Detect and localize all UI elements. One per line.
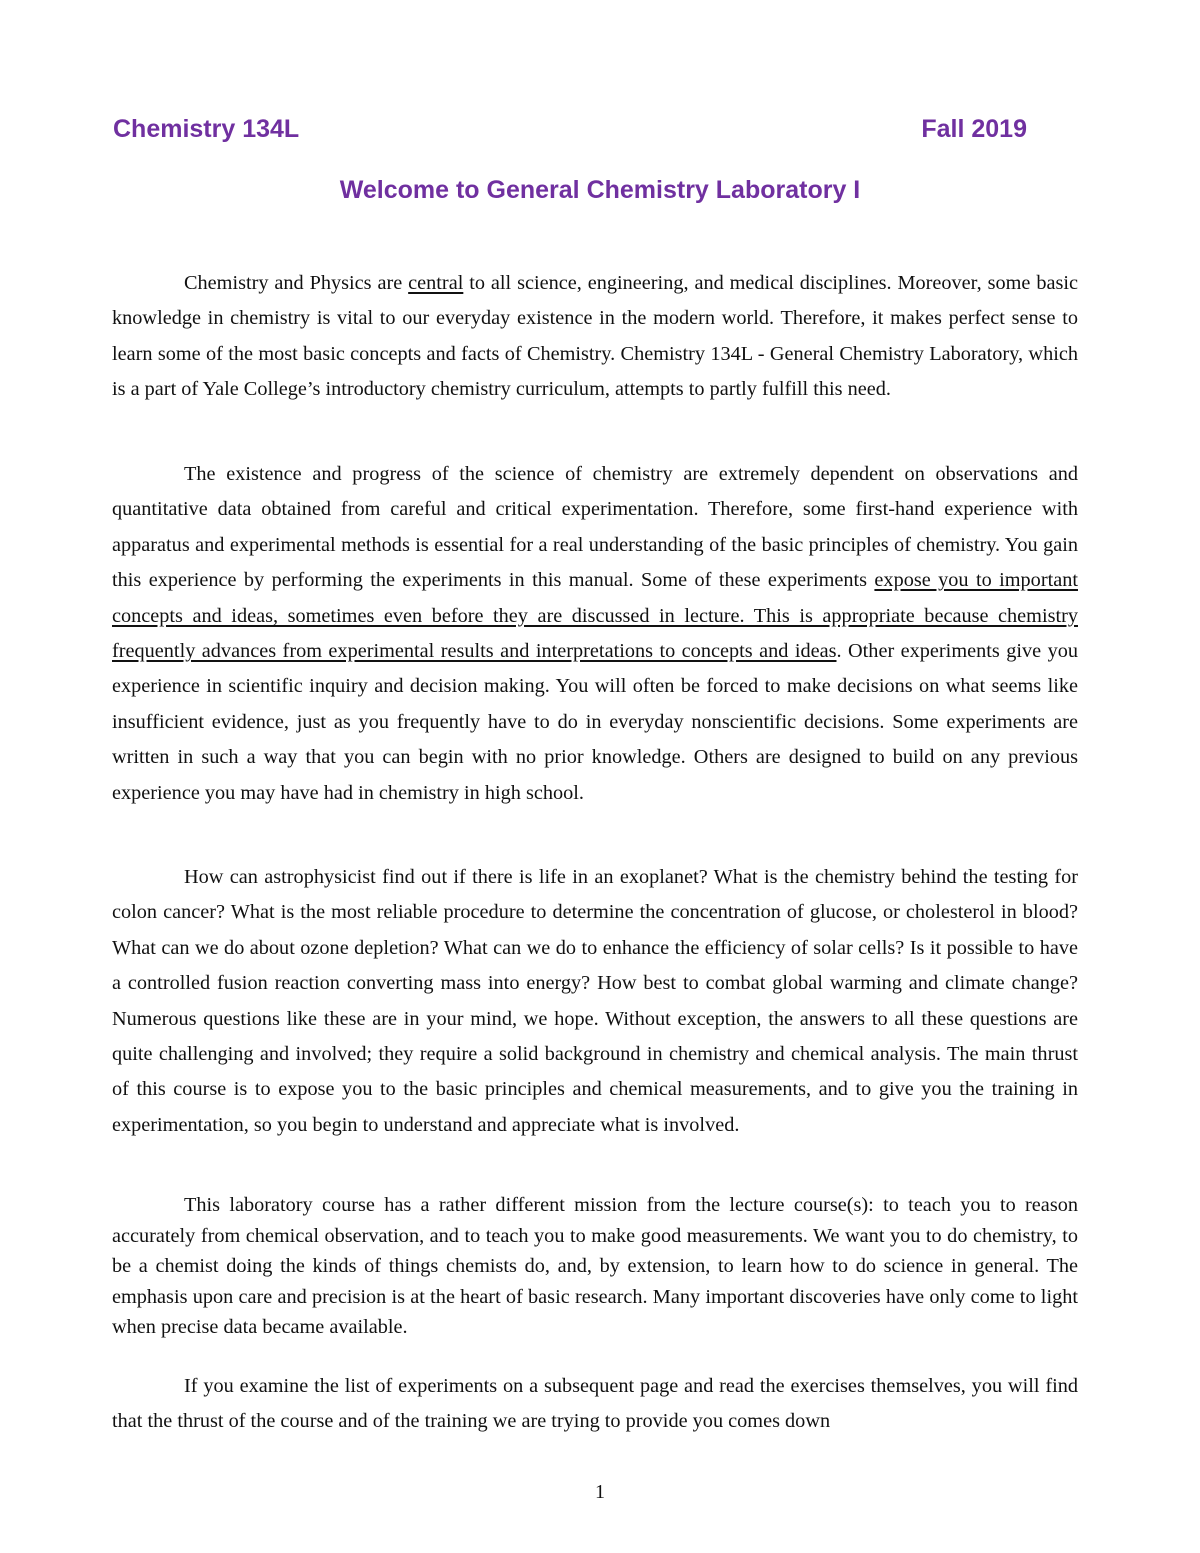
paragraph-3	[112, 860, 1078, 1143]
paragraph-1-text-a: Chemistry and Physics are	[184, 272, 409, 294]
page-title: Welcome to General Chemistry Laboratory I	[339, 176, 861, 204]
course-code: Chemistry 134L	[113, 115, 300, 143]
paragraph-1-text-b: to all science, engineering, and medical disciplines. Moreover, some basic knowledge in chemistry is vital to our everyday existence in the modern world. Therefore, it makes perfect sense to learn some of the most basic concepts and facts of Chemistry. Chemistry 134L - General Chemistry Laboratory, which is a part of Yale College’s introductory chemistry curriculum, attempts to partly fulfill this need.	[112, 272, 1078, 401]
paragraph-2	[112, 457, 1078, 811]
paragraph-2-text-a: The existence and progress of the science of chemistry are extremely dependent on observations and quantitative data obtained from careful and critical experimentation. Therefore, some first-hand experience with apparatus and experimental methods is essential for a real understanding of the basic principles of chemistry. You gain this experience by performing the experiments in this manual. Some of these experiments	[112, 463, 1078, 592]
paragraph-1	[112, 266, 1078, 408]
paragraph-2-underlined: expose you to important concepts and ideas, sometimes even before they are discussed in lecture. This is appropriate because chemistry frequently advances from experimental results and interpretations to concepts and ideas	[112, 569, 1078, 663]
paragraph-2-text-b: . Other experiments give you experience in scientific inquiry and decision making. You will often be forced to make decisions on what seems like insufficient evidence, just as you frequently have to do in everyday nonscientific decisions. Some experiments are written in such a way that you can begin with no prior knowledge. Others are designed to build on any previous experience you may have had in chemistry in high school.	[112, 640, 1078, 804]
paragraph-5-text: If you examine the list of experiments on a subsequent page and read the exercises themselves, you will find that the thrust of the course and of the training we are trying to provide you comes down	[112, 1375, 1078, 1433]
page-number: 1	[595, 1481, 605, 1503]
paragraph-4-text: This laboratory course has a rather different mission from the lecture course(s): to teach you to reason accurately from chemical observation, and to teach you to make good measurements. We want you to do chemistry, to be a chemist doing the kinds of things chemists do, and, by extension, to learn how to do science in general. The emphasis upon care and precision is at the heart of basic research. Many important discoveries have only come to light when precise data became available.	[112, 1194, 1078, 1338]
course-header	[113, 112, 1027, 146]
paragraph-3-text: How can astrophysicist find out if there is life in an exoplanet? What is the chemistry behind the testing for colon cancer? What is the most reliable procedure to determine the concentration of glucose, or cholesterol in blood? What can we do about ozone depletion? What can we do to enhance the efficiency of solar cells? Is it possible to have a controlled fusion reaction converting mass into energy? How best to combat global warming and climate change? Numerous questions like these are in your mind, we hope. Without exception, the answers to all these questions are quite challenging and involved; they require a solid background in chemistry and chemical analysis. The main thrust of this course is to expose you to the basic principles and chemical measurements, and to give you the training in experimentation, so you begin to understand and appreciate what is involved.	[112, 866, 1078, 1136]
course-term: Fall 2019	[921, 115, 1027, 143]
paragraph-5	[112, 1369, 1078, 1440]
paragraph-4	[112, 1190, 1078, 1343]
paragraph-1-underlined: central	[408, 272, 464, 294]
